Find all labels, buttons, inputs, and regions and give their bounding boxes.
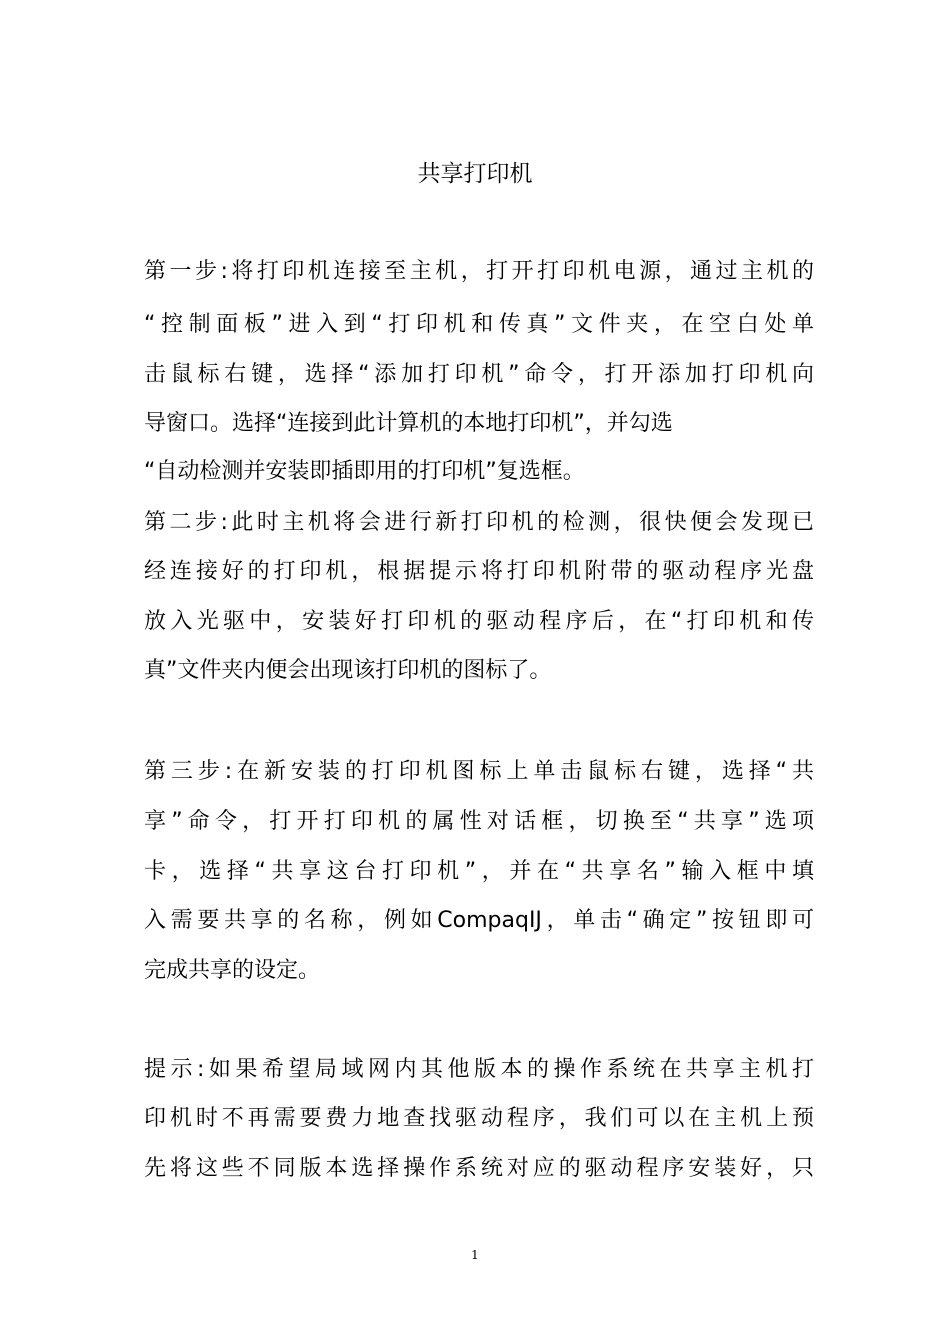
step1-line-2: “控制面板”进入到“打印机和传真”文件夹，在空白处单 — [144, 312, 814, 337]
step3-line-3: 卡，选择“共享这台打印机”，并在“共享名”输入框中填 — [144, 859, 814, 884]
step1-line-4: 导窗口。选择“连接到此计算机的本地打印机”，并勾选 — [144, 411, 673, 436]
tip-line-2: 印机时不再需要费力地查找驱动程序，我们可以在主机上预 — [144, 1106, 814, 1131]
step3-line-1: 第三步:在新安装的打印机图标上单击鼠标右键，选择“共 — [144, 759, 814, 784]
step2-line-2: 经连接好的打印机，根据提示将打印机附带的驱动程序光盘 — [144, 559, 814, 584]
step1-line-1: 第一步:将打印机连接至主机，打开打印机电源，通过主机的 — [144, 259, 814, 284]
step2-line-3: 放入光驱中，安装好打印机的驱动程序后，在“打印机和传 — [144, 609, 814, 634]
step3-line-2: 享”命令，打开打印机的属性对话框，切换至“共享”选项 — [144, 809, 814, 834]
step3-line-5: 完成共享的设定。 — [144, 958, 321, 983]
step2-line-1: 第二步:此时主机将会进行新打印机的检测，很快便会发现已 — [144, 510, 814, 535]
step1-line-3: 击鼠标右键，选择“添加打印机”命令，打开添加打印机向 — [144, 362, 814, 387]
tip-line-3: 先将这些不同版本选择操作系统对应的驱动程序安装好，只 — [144, 1156, 814, 1181]
step3-line-4: 入需要共享的名称，例如CompaqIJ，单击“确定”按钮即可 — [144, 908, 814, 933]
document-title: 共享打印机 — [417, 161, 533, 187]
step2-line-4: 真”文件夹内便会出现该打印机的图标了。 — [144, 658, 552, 683]
tip-line-1: 提示:如果希望局域网内其他版本的操作系统在共享主机打 — [144, 1057, 814, 1082]
step1-line-5: “自动检测并安装即插即用的打印机”复选框。 — [144, 459, 585, 484]
page-number: 1 — [471, 1248, 479, 1262]
